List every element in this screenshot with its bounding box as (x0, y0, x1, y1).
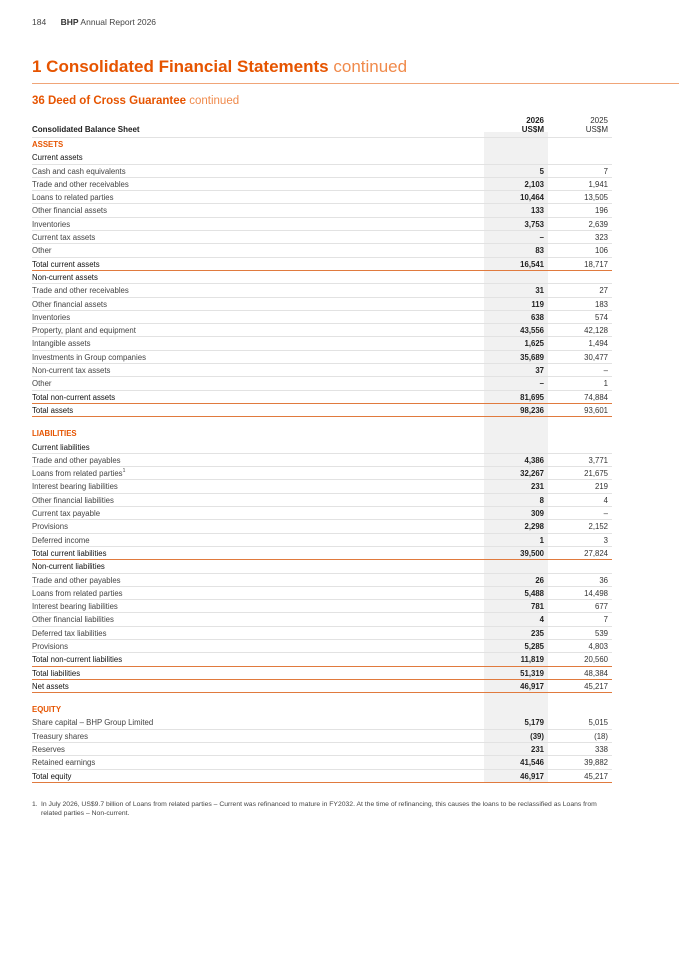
row-label-text: Total non-current assets (32, 392, 116, 402)
row-label (32, 231, 95, 244)
row-label (32, 560, 105, 573)
value-2026: 2,103 (524, 179, 544, 189)
value-2026: – (539, 233, 544, 243)
row-label (32, 324, 136, 337)
row-label-text: Non-current assets (32, 272, 98, 282)
value-2025: 1,941 (588, 179, 608, 189)
row-label (32, 244, 52, 257)
section-title-text: 1 Consolidated Financial Statements (32, 57, 329, 76)
value-2025: 27,824 (584, 548, 608, 558)
row-label (32, 480, 118, 493)
column-2026-header (484, 116, 544, 134)
subheading-row (32, 151, 612, 164)
column-2026-year: 2026 (526, 116, 544, 125)
row-label (32, 574, 121, 587)
table-row (32, 178, 612, 191)
table-row (32, 507, 612, 520)
row-label-text: Deferred tax liabilities (32, 628, 107, 638)
row-label (32, 547, 107, 560)
value-2026: 32,267 (520, 469, 544, 479)
value-2025: 13,505 (584, 193, 608, 203)
value-2026: 5,285 (524, 641, 544, 651)
value-2025: 2,152 (588, 522, 608, 532)
value-2026: 81,695 (520, 392, 544, 402)
section-continued: continued (333, 57, 408, 76)
row-label-text: Total current liabilities (32, 548, 107, 558)
total-row (32, 404, 612, 417)
row-label-text: Other financial liabilities (32, 495, 114, 505)
row-label-text: Retained earnings (32, 758, 96, 768)
table-row (32, 377, 612, 390)
row-label (32, 716, 153, 729)
row-label (32, 151, 83, 164)
row-label-text: Non-current liabilities (32, 562, 105, 572)
row-label-text: Loans to related parties (32, 193, 114, 203)
row-label-text: Provisions (32, 522, 68, 532)
row-label (32, 271, 98, 284)
subheading-row (32, 271, 612, 284)
value-2026: 309 (530, 509, 544, 519)
table-row (32, 165, 612, 178)
table-row (32, 467, 612, 480)
value-2025: 183 (594, 299, 608, 309)
row-label (32, 467, 125, 480)
value-2025: 574 (594, 312, 608, 322)
value-2026: 1,625 (524, 339, 544, 349)
row-label (32, 653, 122, 666)
section-heading-row (32, 138, 612, 151)
value-2026: 37 (535, 366, 544, 376)
value-2025: – (603, 366, 608, 376)
row-label-text: Other financial assets (32, 206, 107, 216)
value-2025: 7 (603, 166, 608, 176)
value-2026: 781 (530, 602, 544, 612)
row-label (32, 391, 115, 404)
row-label (32, 507, 100, 520)
column-2025-year: 2025 (590, 116, 608, 125)
row-label-text: Net assets (32, 681, 69, 691)
row-label-text: LIABILITIES (32, 429, 77, 439)
column-2025-header (548, 116, 608, 134)
value-2026: 98,236 (520, 405, 544, 415)
value-2026: 231 (530, 482, 544, 492)
value-2026: 11,819 (520, 655, 544, 665)
value-2025: 27 (599, 286, 608, 296)
row-label (32, 377, 52, 390)
table-row (32, 716, 612, 729)
value-2025: 21,675 (584, 469, 608, 479)
value-2025: 677 (594, 602, 608, 612)
table-row (32, 730, 612, 743)
value-2026: 119 (531, 299, 544, 309)
table-title: Consolidated Balance Sheet (32, 125, 140, 134)
row-label-text: Total assets (32, 405, 74, 415)
value-2025: 39,882 (584, 758, 608, 768)
value-2026: 43,556 (520, 326, 544, 336)
total-row (32, 653, 612, 666)
row-label-text: Other financial assets (32, 299, 107, 309)
value-2026: 31 (535, 286, 544, 296)
row-label (32, 204, 107, 217)
value-2025: 1 (603, 379, 608, 389)
table-row (32, 494, 612, 507)
table-body (32, 138, 612, 783)
row-label (32, 454, 121, 467)
value-2026: 231 (530, 745, 544, 755)
table-header (32, 112, 612, 138)
row-label (32, 258, 100, 271)
value-2025: 20,560 (584, 655, 608, 665)
row-label-text: Provisions (32, 641, 68, 651)
balance-sheet-table (32, 112, 612, 783)
section-divider (32, 83, 679, 84)
running-header (32, 17, 156, 27)
row-label-text: Trade and other payables (32, 575, 121, 585)
section-title (32, 57, 407, 77)
table-row (32, 311, 612, 324)
row-label (32, 680, 69, 693)
value-2026: 83 (535, 246, 544, 256)
value-2026: 8 (539, 495, 544, 505)
row-label-text: Total current assets (32, 259, 100, 269)
value-2026: 5,488 (524, 588, 544, 598)
value-2025: 106 (594, 246, 608, 256)
table-row (32, 191, 612, 204)
row-label (32, 534, 90, 547)
row-label-text: Current tax assets (32, 233, 96, 243)
value-2026: 41,546 (520, 758, 544, 768)
table-row (32, 520, 612, 533)
value-2026: 51,319 (520, 668, 544, 678)
table-row (32, 204, 612, 217)
value-2025: 196 (594, 206, 608, 216)
row-label (32, 178, 129, 191)
value-2025: 539 (594, 628, 608, 638)
value-2025: 74,884 (584, 392, 608, 402)
table-row (32, 534, 612, 547)
value-2026: 46,917 (520, 771, 544, 781)
table-row (32, 284, 612, 297)
row-label-text: Total non-current liabilities (32, 655, 123, 665)
table-row (32, 743, 612, 756)
value-2025: 2,639 (588, 219, 608, 229)
value-2026: 1 (539, 535, 544, 545)
row-label (32, 627, 107, 640)
row-label-text: EQUITY (32, 705, 62, 715)
table-row (32, 364, 612, 377)
row-label (32, 613, 114, 626)
row-label-text: Treasury shares (32, 731, 89, 741)
value-2025: 219 (594, 482, 608, 492)
footnote (32, 801, 612, 818)
total-row (32, 258, 612, 271)
row-label (32, 441, 90, 454)
row-label-text: Current liabilities (32, 442, 90, 452)
row-label-text: Interest bearing liabilities (32, 482, 118, 492)
row-label (32, 730, 88, 743)
row-label (32, 311, 70, 324)
brand-name: BHP (60, 17, 79, 27)
footnote-number: 1. (32, 801, 38, 808)
row-label (32, 427, 77, 440)
section-heading-row (32, 703, 612, 716)
value-2025: 3 (603, 535, 608, 545)
value-2025: 45,217 (584, 771, 608, 781)
table-row (32, 756, 612, 769)
total-row (32, 680, 612, 693)
subheading-row (32, 441, 612, 454)
table-row (32, 640, 612, 653)
value-2026: 638 (530, 312, 544, 322)
row-label-text: Other (32, 379, 52, 389)
subheading-row (32, 560, 612, 573)
row-label-text: Trade and other receivables (32, 179, 129, 189)
table-row (32, 231, 612, 244)
row-label (32, 351, 146, 364)
row-label-text: Other financial liabilities (32, 615, 114, 625)
column-2026-unit: US$M (521, 125, 544, 134)
section-heading-row (32, 427, 612, 440)
row-label (32, 191, 114, 204)
value-2025: 42,128 (584, 326, 608, 336)
total-row (32, 667, 612, 680)
value-2025: 323 (594, 233, 608, 243)
table-row (32, 298, 612, 311)
value-2025: (18) (594, 731, 608, 741)
value-2025: 18,717 (584, 259, 608, 269)
footnote-marker: 1 (122, 468, 126, 475)
column-2025-unit: US$M (585, 125, 608, 134)
row-label-text: Investments in Group companies (32, 352, 146, 362)
row-label-text: Current assets (32, 153, 83, 163)
row-label (32, 284, 129, 297)
table-row (32, 337, 612, 350)
row-label-text: Intangible assets (32, 339, 91, 349)
note-title-text: 36 Deed of Cross Guarantee (32, 95, 187, 107)
value-2025: 30,477 (584, 352, 608, 362)
value-2026: – (539, 379, 544, 389)
note-title (32, 95, 239, 107)
row-label (32, 520, 68, 533)
value-2025: 93,601 (584, 405, 608, 415)
row-label (32, 494, 114, 507)
row-label (32, 364, 110, 377)
table-row (32, 480, 612, 493)
table-row (32, 627, 612, 640)
row-label-text: Current tax payable (32, 509, 101, 519)
value-2026: 133 (530, 206, 544, 216)
value-2026: 4 (539, 615, 544, 625)
row-label-text: Share capital – BHP Group Limited (32, 718, 154, 728)
row-label (32, 600, 118, 613)
value-2025: – (603, 509, 608, 519)
row-label (32, 756, 95, 769)
note-continued: continued (189, 95, 240, 107)
row-label-text: Other (32, 246, 52, 256)
value-2026: 5 (539, 166, 544, 176)
value-2025: 48,384 (584, 668, 608, 678)
value-2025: 4 (603, 495, 608, 505)
table-row (32, 574, 612, 587)
table-row (32, 218, 612, 231)
row-label (32, 743, 65, 756)
table-row (32, 324, 612, 337)
footnote-text: In July 2026, US$9.7 billion of Loans from related parties – Current was refinanced to mature in FY2032. At the time of refinancing, this causes the loans to be reclassified as Loans from related parties – Non-current. (41, 801, 597, 817)
total-row (32, 547, 612, 560)
row-label (32, 703, 61, 716)
row-label (32, 770, 71, 783)
row-label (32, 404, 73, 417)
value-2026: 4,386 (524, 455, 544, 465)
value-2026: 235 (530, 628, 544, 638)
value-2025: 14,498 (584, 588, 608, 598)
table-row (32, 244, 612, 257)
row-label (32, 587, 123, 600)
row-label-text: Trade and other payables (32, 455, 121, 465)
value-2026: 39,500 (520, 548, 544, 558)
value-2026: 46,917 (520, 681, 544, 691)
value-2026: 26 (535, 575, 544, 585)
row-label-text: Total liabilities (32, 668, 81, 678)
row-label-text: Loans from related parties (32, 588, 123, 598)
value-2026: (39) (530, 731, 544, 741)
table-row (32, 600, 612, 613)
value-2025: 45,217 (584, 681, 608, 691)
value-2026: 16,541 (520, 259, 544, 269)
value-2025: 4,803 (588, 641, 608, 651)
row-label (32, 138, 63, 151)
value-2026: 10,464 (520, 193, 544, 203)
row-label-text: Inventories (32, 312, 71, 322)
value-2026: 5,179 (524, 718, 544, 728)
row-label (32, 218, 70, 231)
value-2025: 1,494 (588, 339, 608, 349)
value-2025: 36 (599, 575, 608, 585)
row-label (32, 640, 68, 653)
row-label-text: Loans from related parties (32, 469, 123, 479)
row-label-text: Interest bearing liabilities (32, 602, 118, 612)
row-label (32, 298, 107, 311)
value-2026: 3,753 (524, 219, 544, 229)
report-name: Annual Report 2026 (80, 17, 157, 27)
row-label (32, 337, 91, 350)
value-2025: 3,771 (588, 455, 608, 465)
value-2025: 7 (603, 615, 608, 625)
table-row (32, 454, 612, 467)
table-row (32, 351, 612, 364)
row-label-text: Non-current tax assets (32, 366, 111, 376)
row-label-text: Cash and cash equivalents (32, 166, 126, 176)
total-row (32, 770, 612, 783)
row-label-text: Trade and other receivables (32, 286, 129, 296)
total-row (32, 391, 612, 404)
row-label-text: Property, plant and equipment (32, 326, 136, 336)
row-label-text: Reserves (32, 745, 65, 755)
value-2026: 35,689 (520, 352, 544, 362)
value-2026: 2,298 (524, 522, 544, 532)
row-label-text: ASSETS (32, 140, 64, 149)
page-number: 184 (32, 17, 47, 27)
table-row (32, 587, 612, 600)
row-label-text: Total equity (32, 771, 72, 781)
row-label-text: Inventories (32, 219, 71, 229)
value-2025: 5,015 (588, 718, 608, 728)
row-label (32, 165, 126, 178)
row-label (32, 667, 80, 680)
table-row (32, 613, 612, 626)
value-2025: 338 (594, 745, 608, 755)
row-label-text: Deferred income (32, 535, 90, 545)
